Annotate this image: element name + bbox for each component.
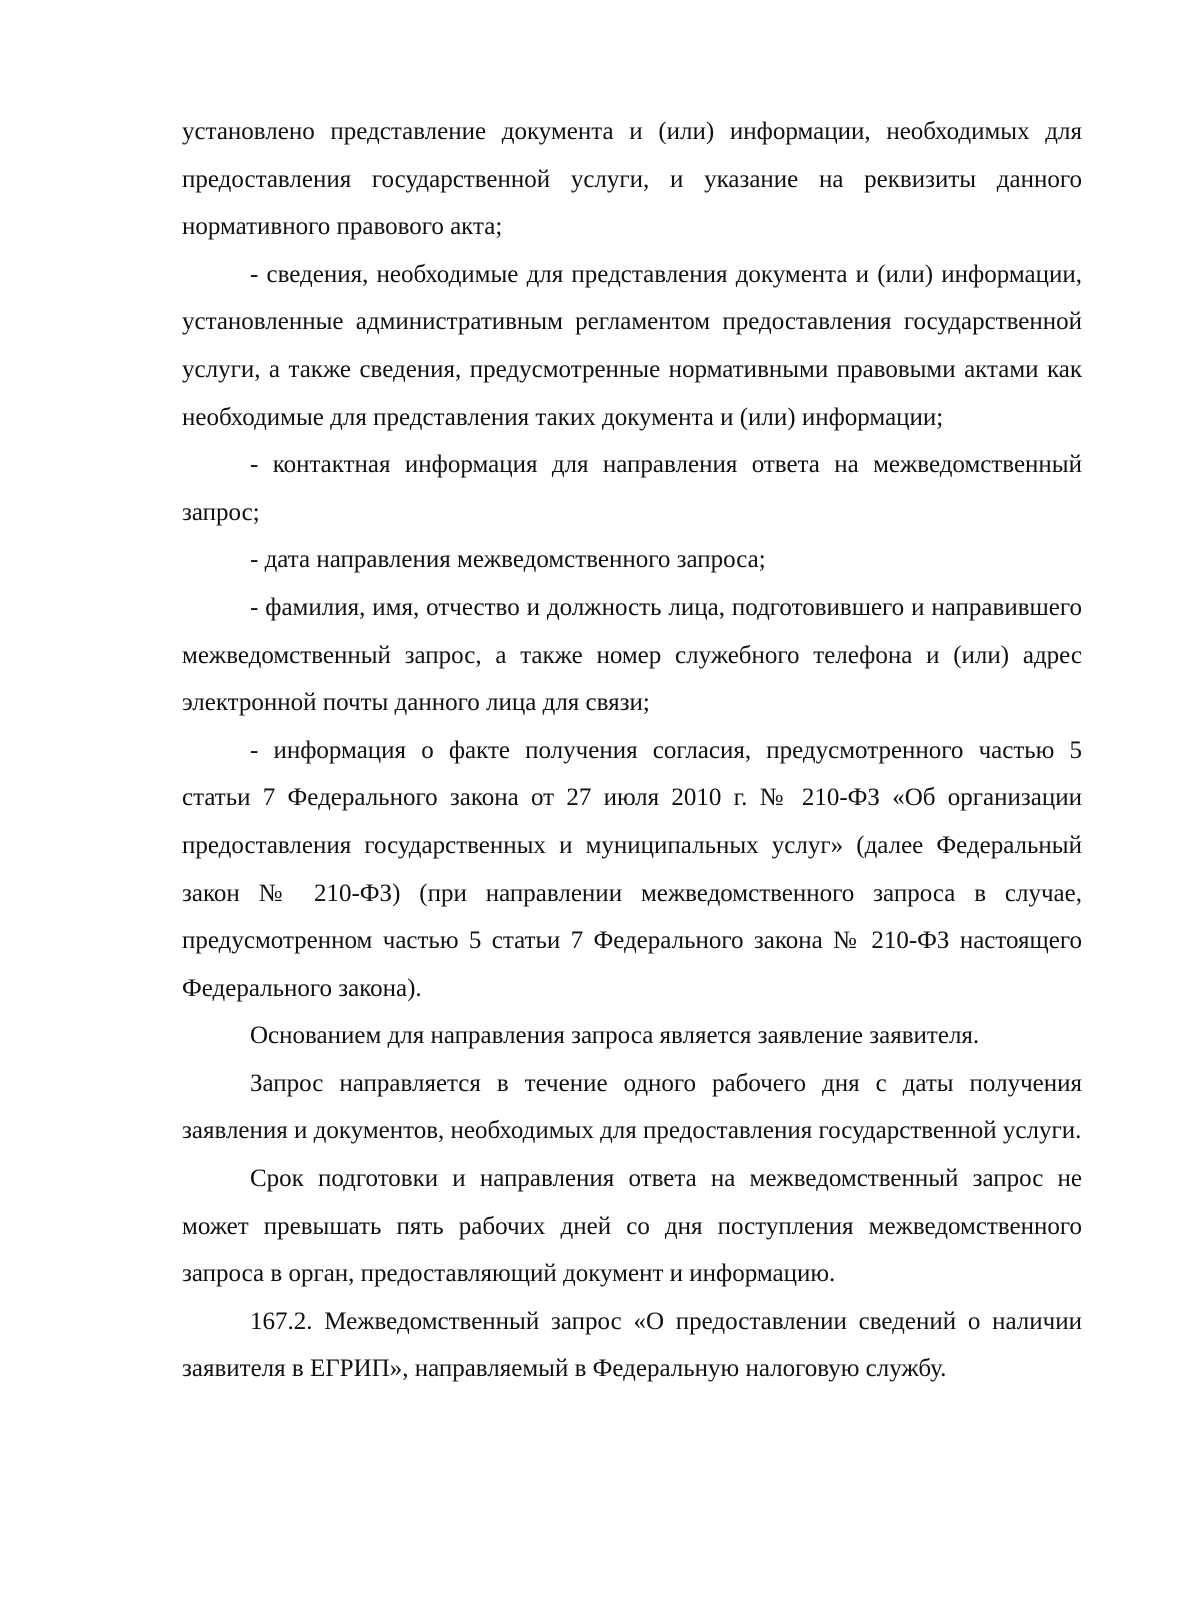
paragraph-responsible-person: - фамилия, имя, отчество и должность лица, подготовившего и направившего межведомственный запрос, а также номер служебного телефона и (или) адрес электронной почты данного лица для связи;: [182, 593, 1082, 717]
paragraph-contact-info: - контактная информация для направления ответа на межведомственный запрос;: [182, 451, 1082, 526]
paragraph-required-info: - сведения, необходимые для представления документа и (или) информации, установленные административным регламентом предоставления государственной услуги, а также сведения, предусмотренные нормативными правовыми актами как необходимые для представления таких документа и (или) информации;: [182, 260, 1082, 431]
paragraph-section-167-2: 167.2. Межведомственный запрос «О предоставлении сведений о наличии заявителя в ЕГРИП», направляемый в Федеральную налоговую службу.: [182, 1307, 1082, 1383]
paragraph-response-deadline: Срок подготовки и направления ответа на межведомственный запрос не может превышать пять рабочих дней со дня поступления межведомственного запроса в орган, предоставляющий документ и информацию.: [182, 1165, 1082, 1288]
paragraph-consent-info: - информация о факте получения согласия, предусмотренного частью 5 статьи 7 Федерального закона от 27 июля 2010 г. № 210-ФЗ «Об организации предоставления государственных и муниципальных услуг» (далее Федеральный закон № 210-ФЗ) (при направлении межведомственного запроса в случае, предусмотренном частью 5 статьи 7 Федерального закона № 210-ФЗ настоящего Федерального закона).: [182, 736, 1082, 1002]
paragraph-request-timing: Запрос направляется в течение одного рабочего дня с даты получения заявления и документов, необходимых для предоставления государственной услуги.: [182, 1069, 1082, 1145]
paragraph-request-date: - дата направления межведомственного запроса;: [250, 546, 766, 574]
paragraph-act-requisites: установлено представление документа и (или) информации, необходимых для предоставления государственной услуги, и указание на реквизиты данного нормативного правового акта;: [182, 118, 1082, 241]
paragraph-request-basis: Основанием для направления запроса является заявление заявителя.: [250, 1022, 980, 1050]
document-body: [182, 108, 1082, 1393]
